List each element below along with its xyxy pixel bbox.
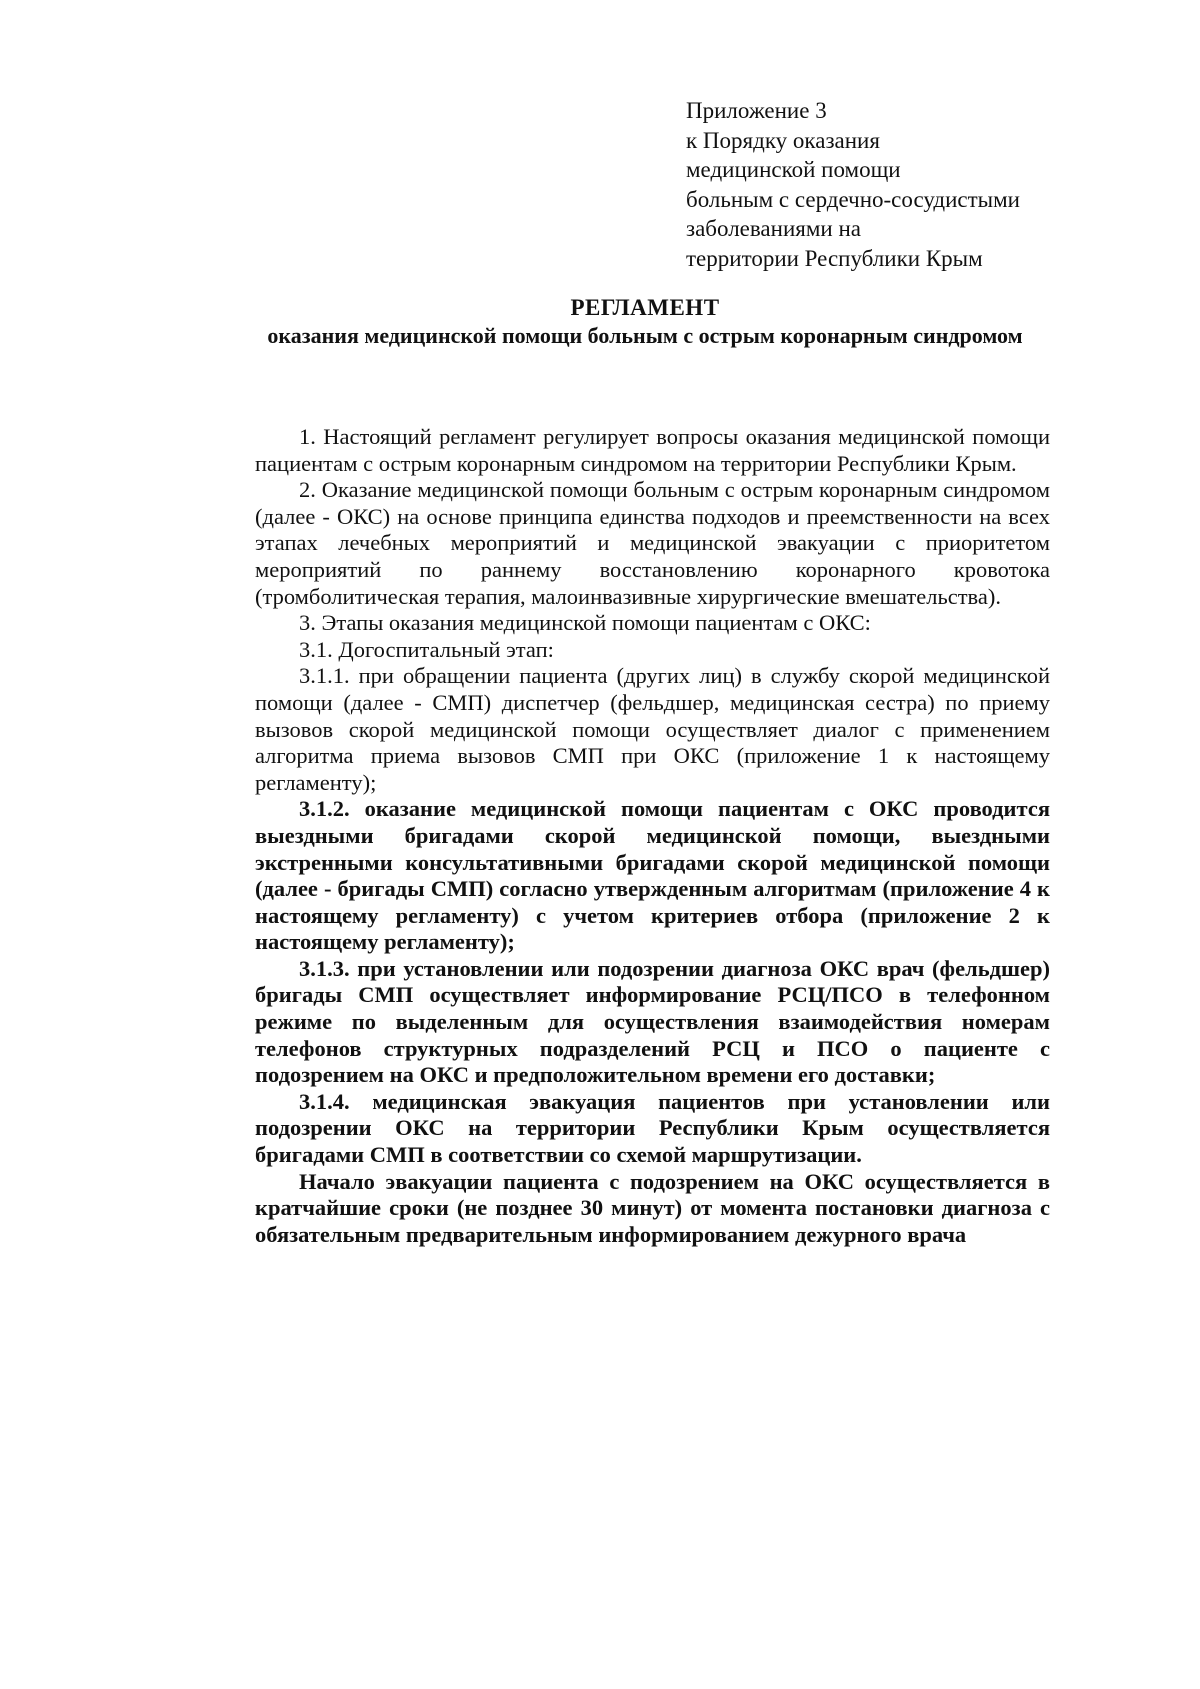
document-subtitle: оказания медицинской помощи больным с острым коронарным синдромом [267, 323, 1023, 348]
appendix-line-1: Приложение 3 [686, 98, 827, 123]
appendix-line-2: к Порядку оказания [686, 127, 880, 153]
paragraph-1: 1. Настоящий регламент регулирует вопросы оказания медицинской помощи пациентам с острым коронарным синдромом на территории Республики Крым. [255, 424, 1050, 476]
appendix-line-6: территории Республики Крым [686, 245, 983, 271]
appendix-note [686, 96, 1126, 274]
appendix-line-3: медицинской помощи [686, 157, 901, 183]
paragraph-3-1-2: 3.1.2. оказание медицинской помощи пациентам с ОКС проводится выездными бригадами скорой медицинской помощи, выездными экстренными консультативными бригадами скорой медицинской помощи (далее - бригады СМП) согласно утвержденным алгоритмам (приложение 4 к настоящему регламенту) с учетом критериев отбора (приложение 2 к настоящему регламенту); [255, 796, 1050, 955]
paragraph-3-1-4: 3.1.4. медицинская эвакуация пациентов при установлении или подозрении ОКС на территории Республики Крым осуществляется бригадами СМП в соответствии со схемой маршрутизации. [255, 1088, 1050, 1168]
paragraph-3: 3. Этапы оказания медицинской помощи пациентам с ОКС: [299, 610, 871, 636]
appendix-line-5: заболеваниями на [686, 216, 861, 242]
document-title: РЕГЛАМЕНТ [570, 295, 720, 320]
paragraph-2: 2. Оказание медицинской помощи больным с острым коронарным синдромом (далее - ОКС) на основе принципа единства подходов и преемственности на всех этапах лечебных мероприятий и медицинской эвакуации с приоритетом мероприятий по раннему восстановлению коронарного кровотока (тромболитическая терапия, малоинвазивные хирургические вмешательства). [255, 477, 1050, 609]
paragraph-evacuation: Начало эвакуации пациента с подозрением на ОКС осуществляется в кратчайшие сроки (не позднее 30 минут) от момента постановки диагноза с обязательным предварительным информированием дежурного врача [255, 1168, 1050, 1247]
document-body [255, 424, 1050, 1248]
paragraph-3-1: 3.1. Догоспитальный этап: [299, 636, 554, 662]
appendix-line-4: больным с сердечно-сосудистыми [686, 186, 1020, 212]
paragraph-3-1-3: 3.1.3. при установлении или подозрении диагноза ОКС врач (фельдшер) бригады СМП осуществляет информирование РСЦ/ПСО в телефонном режиме по выделенным для осуществления взаимодействия номерам телефонов структурных подразделений РСЦ и ПСО о пациенте с подозрением на ОКС и предположительном времени его доставки; [255, 955, 1050, 1088]
paragraph-3-1-1: 3.1.1. при обращении пациента (других лиц) в службу скорой медицинской помощи (далее - СМП) диспетчер (фельдшер, медицинская сестра) по приему вызовов скорой медицинской помощи осуществляет диалог с применением алгоритма приема вызовов СМП при ОКС (приложение 1 к настоящему регламенту); [255, 663, 1050, 795]
